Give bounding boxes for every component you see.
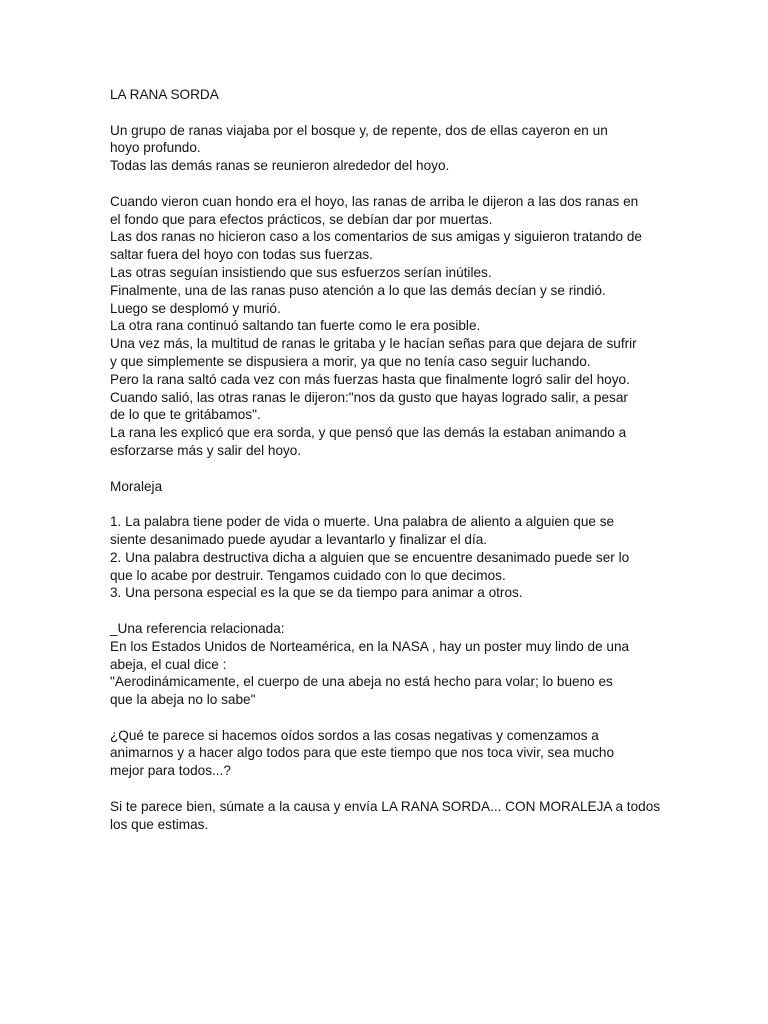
closing-paragraph [110,798,661,834]
text-line: Las otras seguían insistiendo que sus esfuerzos serían inútiles. [110,264,492,280]
text-line: el fondo que para efectos prácticos, se debían dar por muertas. [110,211,493,227]
text-line: Cuando vieron cuan hondo era el hoyo, las ranas de arriba le dijeron a las dos ranas en [110,193,639,209]
text-line: Si te parece bien, súmate a la causa y envía LA RANA SORDA... CON MORALEJA a todos [110,798,661,814]
text-line: Pero la rana saltó cada vez con más fuerzas hasta que finalmente logró salir del hoyo. [110,371,630,387]
text-line: Luego se desplomó y murió. [110,300,281,316]
story-paragraph [110,193,658,460]
paragraph-gap [110,495,658,513]
text-line: de lo que te gritábamos". [110,407,261,423]
text-line: que la abeja no lo sabe" [110,692,256,708]
paragraph-gap [110,104,658,122]
text-line: mejor para todos...? [110,763,231,779]
text-line: Una vez más, la multitud de ranas le gritaba y le hacían señas para que dejara de sufrir [110,336,637,352]
reference-paragraph [110,620,658,709]
text-line: abeja, el cual dice : [110,656,227,672]
text-line: La otra rana continuó saltando tan fuerte como le era posible. [110,318,481,334]
text-line: Un grupo de ranas viajaba por el bosque y, de repente, dos de ellas cayeron en un [110,122,608,138]
text-line: los que estimas. [110,816,209,832]
paragraph-gap [110,709,658,727]
text-line: 3. Una persona especial es la que se da tiempo para animar a otros. [110,585,523,601]
text-line: La rana les explicó que era sorda, y que pensó que las demás la estaban animando a [110,425,627,441]
text-line: animarnos y a hacer algo todos para que este tiempo que nos toca vivir, sea mucho [110,745,615,761]
text-line: En los Estados Unidos de Norteamérica, en la NASA , hay un poster muy lindo de una [110,638,630,654]
text-line: esforzarse más y salir del hoyo. [110,442,302,458]
text-line: 2. Una palabra destructiva dicha a alguien que se encuentre desanimado puede ser lo [110,549,630,565]
question-paragraph [110,727,658,780]
morals-list [110,513,658,602]
text-line: _Una referencia relacionada: [110,620,285,636]
text-line: y que simplemente se dispusiera a morir, ya que no tenía caso seguir luchando. [110,353,591,369]
paragraph-gap [110,780,658,798]
text-line: "Aerodinámicamente, el cuerpo de una abeja no está hecho para volar; lo bueno es [110,674,613,690]
paragraph-gap [110,602,658,620]
text-line: saltar fuera del hoyo con todas sus fuerzas. [110,247,373,263]
document-body [110,86,661,833]
text-line: que lo acabe por destruir. Tengamos cuidado con lo que decimos. [110,567,506,583]
text-line: 1. La palabra tiene poder de vida o muerte. Una palabra de aliento a alguien que se [110,514,615,530]
text-line: Finalmente, una de las ranas puso atención a lo que las demás decían y se rindió. [110,282,606,298]
paragraph-gap [110,175,658,193]
text-line: hoyo profundo. [110,140,201,156]
text-line: siente desanimado puede ayudar a levantarlo y finalizar el día. [110,531,488,547]
text-line: Cuando salió, las otras ranas le dijeron:"nos da gusto que hayas logrado salir, a pesar [110,389,628,405]
document-title: LA RANA SORDA [110,87,219,102]
intro-paragraph [110,122,658,175]
paragraph-gap [110,460,658,478]
moral-heading: Moraleja [110,478,163,494]
text-line: ¿Qué te parece si hacemos oídos sordos a las cosas negativas y comenzamos a [110,727,599,743]
text-line: Las dos ranas no hicieron caso a los comentarios de sus amigas y siguieron tratando de [110,229,642,245]
text-line: Todas las demás ranas se reunieron alrededor del hoyo. [110,158,450,174]
